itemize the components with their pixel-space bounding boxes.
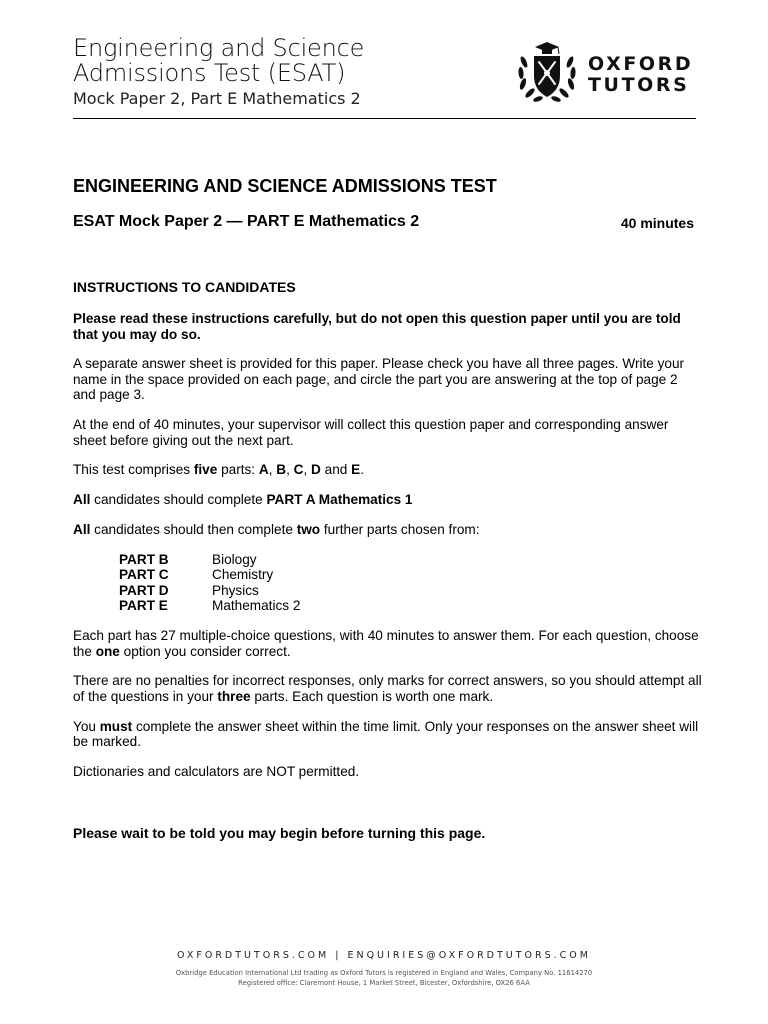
footer-legal-line-1: Oxbridge Education International Ltd trading as Oxford Tutors is registered in England and Wales, Company No. 11614270 [175,969,593,977]
list-item [119,567,703,583]
footer-legal [0,968,768,988]
answer-sheet-paragraph: A separate answer sheet is provided for this paper. Please check you have all three pages. Write your name in the space provided on each page, and circle the part you are answering at the top of page 2 and page 3. [73,356,685,403]
footer-contact: OXFORDTUTORS.COM | ENQUIRIES@OXFORDTUTORS.COM [177,950,591,961]
part-code: PART B [119,551,169,567]
duration-label: 40 minutes [620,215,694,231]
graduation-crest-icon [516,40,578,106]
intro-paragraph: Please read these instructions carefully, but do not open this question paper until you are told that you may do so. [73,311,681,342]
header-title-line-1: Engineering and Science [73,34,365,62]
instructions-heading: INSTRUCTIONS TO CANDIDATES [73,279,296,295]
final-notice: Please wait to be told you may begin before turning this page. [73,825,486,841]
main-heading: ENGINEERING AND SCIENCE ADMISSIONS TEST [73,176,497,196]
further-parts-paragraph: All candidates should then complete two further parts chosen from: [73,521,480,537]
logo-wordmark [588,54,693,96]
list-item [119,583,703,599]
oxford-tutors-logo [516,40,696,106]
list-item [119,598,703,614]
parts-list [119,552,703,614]
document-header [73,36,493,108]
must-paragraph: You must complete the answer sheet within the time limit. Only your responses on the answer sheet will be marked. [73,718,699,750]
part-code: PART E [119,598,168,614]
part-code: PART D [119,582,169,598]
instructions-body [73,311,703,794]
header-divider [73,118,696,119]
paper-title: ESAT Mock Paper 2 — PART E Mathematics 2 [73,213,420,230]
part-subject: Chemistry [212,567,274,583]
part-a-paragraph: All candidates should complete PART A Mathematics 1 [73,492,413,508]
part-subject: Physics [212,582,259,598]
dictionaries-paragraph: Dictionaries and calculators are NOT permitted. [73,763,360,779]
header-subtitle: Mock Paper 2, Part E Mathematics 2 [73,89,361,108]
header-title-line-2: Admissions Test (ESAT) [73,59,346,87]
each-part-paragraph: Each part has 27 multiple-choice questions, with 40 minutes to answer them. For each question, choose the one option you consider correct. [73,628,699,659]
collect-paragraph: At the end of 40 minutes, your supervisor will collect this question paper and corresponding answer sheet before giving out the next part. [73,417,669,448]
part-code: PART C [119,567,169,583]
footer-legal-line-2: Registered office: Claremont House, 1 Market Street, Bicester, Oxfordshire, OX26 6AA [238,979,530,987]
logo-line-2: TUTORS [588,74,690,96]
part-subject: Biology [212,551,257,567]
list-item [119,552,703,568]
comprises-paragraph: This test comprises five parts: A, B, C, D and E. [73,462,364,478]
logo-line-1: OXFORD [588,53,694,75]
penalties-paragraph: There are no penalties for incorrect responses, only marks for correct answers, so you should attempt all of the questions in your three parts. Each question is worth one mark. [73,673,702,704]
part-subject: Mathematics 2 [212,598,301,614]
